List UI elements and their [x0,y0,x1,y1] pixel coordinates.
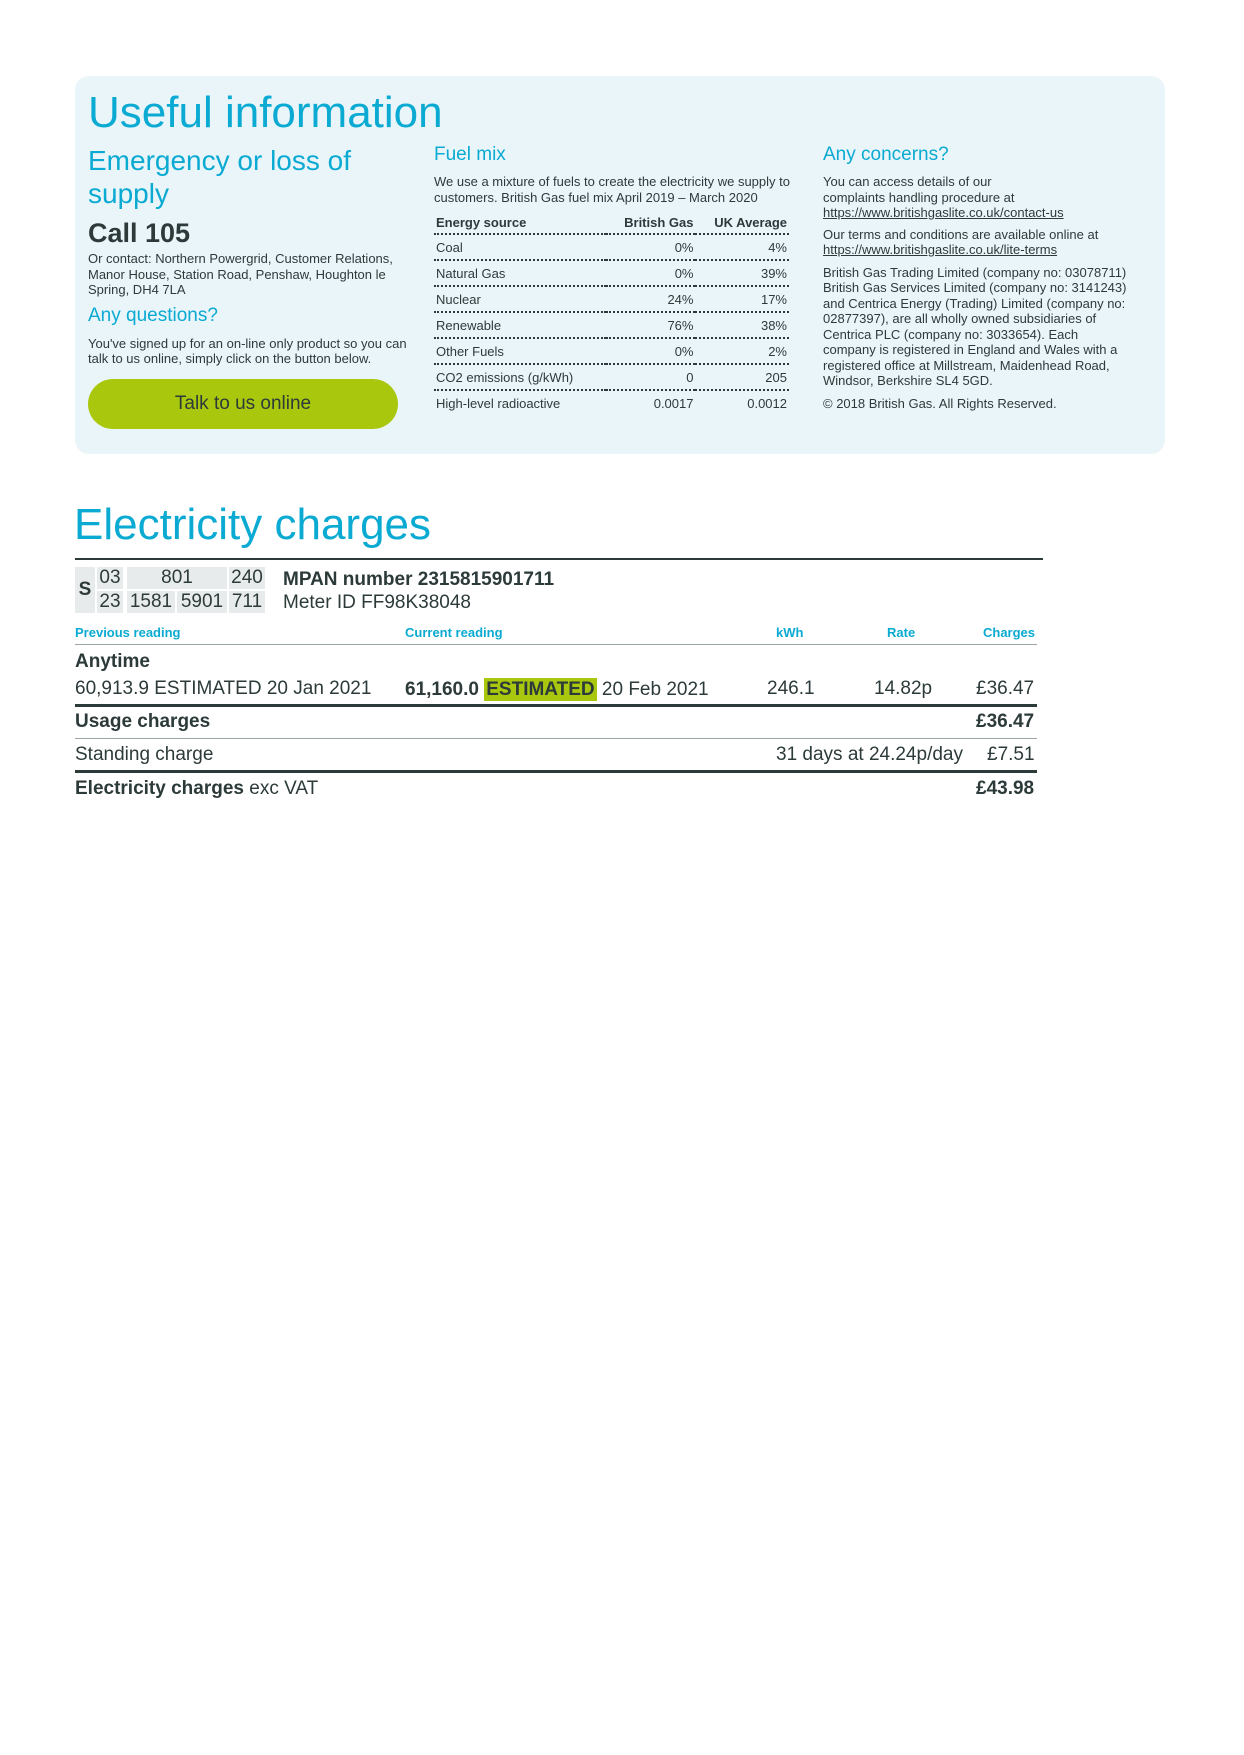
estimated-badge: ESTIMATED [486,679,595,700]
fuel-uk: 38% [695,312,789,338]
contact-us-link[interactable]: https://www.britishgaslite.co.uk/contact-us [823,205,1064,220]
fuel-bg: 0% [606,260,695,286]
fuel-source: Coal [434,234,606,260]
fuel-mix-column [434,144,792,415]
header-uk-average: UK Average [695,211,789,234]
fuel-uk: 17% [695,286,789,312]
fuel-mix-table [434,211,789,415]
usage-charges-label: Usage charges [75,711,211,732]
electricity-total: £43.98 [976,778,1035,799]
mpan-s-cell: S [75,567,95,613]
questions-text: You've signed up for an on-line only product so you can talk to us online, simply click on the button below. [88,335,407,366]
electricity-charges-title: Electricity charges [74,500,432,549]
table-row [434,312,789,338]
fuel-source: CO2 emissions (g/kWh) [434,364,606,390]
fuel-source: Renewable [434,312,606,338]
electricity-total-label [75,778,318,800]
previous-reading: 60,913.9 ESTIMATED 20 Jan 2021 [75,678,372,699]
fuel-uk: 4% [695,234,789,260]
mpan-info [283,568,554,614]
copyright: © 2018 British Gas. All Rights Reserved. [823,395,1057,411]
fuel-source: Natural Gas [434,260,606,286]
fuel-uk: 39% [695,260,789,286]
fuel-uk: 2% [695,338,789,364]
table-row [434,286,789,312]
reading-charge: £36.47 [976,678,1035,699]
table-row [434,234,789,260]
fuel-bg: 0% [606,338,695,364]
fuel-mix-heading: Fuel mix [434,144,506,165]
fuel-bg: 0.0017 [653,396,694,411]
current-reading [405,676,709,703]
total-rule [75,770,1037,773]
fuel-mix-intro: We use a mixture of fuels to create the electricity we supply to customers. British Gas fuel mix April 2019 – March 2020 [434,174,790,205]
usage-rule [75,704,1037,707]
current-reading-value: 61,160.0 [405,679,479,700]
complaints-text: You can access details of our complaints handling procedure at [823,174,1015,205]
emergency-column [88,144,408,429]
mpan-cell: 711 [229,591,265,613]
col-previous-reading: Previous reading [75,625,181,640]
mpan-cell: 03 [97,567,123,589]
useful-information-title: Useful information [88,88,443,137]
fuel-uk: 205 [695,364,789,390]
standing-charge-detail: 31 days at 24.24p/day [776,744,963,765]
standing-charge-label: Standing charge [75,744,214,765]
section-divider [75,558,1043,560]
mpan-cell: 23 [97,591,123,613]
concerns-column [823,144,1143,411]
fuel-uk: 0.0012 [747,396,787,411]
current-reading-date: 20 Feb 2021 [601,679,709,700]
anytime-label: Anytime [75,651,150,672]
mpan-cell: 801 [127,567,227,589]
fuel-source: Nuclear [434,286,606,312]
emergency-contact: Or contact: Northern Powergrid, Customer Relations, Manor House, Station Road, Penshaw, Houghton le Spring, DH4 7LA [88,251,393,297]
fuel-table-header [434,211,789,234]
reading-rate: 14.82p [874,678,933,699]
legal-text: British Gas Trading Limited (company no: 03078711) British Gas Services Limited (company no: 3141243) and Centrica Energy (Trading) Limited (company no: 02877397), are all wholly owned subsidiaries of Centrica PLC (company no: 3033654). Each company is registered in England and Wales with a registered office at Millstream, Maidenhead Road, Windsor, Berkshire SL4 5GD. [823,264,1127,388]
emergency-heading: Emergency or loss of supply [88,145,351,209]
mpan-cell: 5901 [177,591,227,613]
mpan-cell: 240 [229,567,265,589]
fuel-source: Other Fuels [434,338,606,364]
table-row [434,338,789,364]
call-number: Call 105 [88,218,191,248]
header-rule [75,644,1037,645]
table-row [434,390,789,415]
questions-heading: Any questions? [88,304,218,326]
usage-bottom-rule [75,738,1037,739]
concerns-heading: Any concerns? [823,144,949,165]
total-label-bold: Electricity charges [75,778,244,799]
mpan-cell: 1581 [127,591,175,613]
header-british-gas: British Gas [606,211,695,234]
mpan-number: MPAN number 2315815901711 [283,569,555,590]
meter-id: Meter ID FF98K38048 [283,592,471,613]
useful-information-panel [75,76,1165,454]
fuel-bg: 24% [606,286,695,312]
usage-charges-total: £36.47 [976,711,1035,732]
col-rate: Rate [887,625,916,640]
terms-text: Our terms and conditions are available online at [823,226,1099,242]
header-energy-source: Energy source [434,211,606,234]
talk-online-button[interactable]: Talk to us online [88,379,398,429]
table-row [434,364,789,390]
col-current-reading: Current reading [405,625,503,640]
fuel-bg: 76% [606,312,695,338]
total-label-rest: exc VAT [243,778,319,799]
table-row [434,260,789,286]
col-charges: Charges [983,625,1036,640]
terms-link[interactable]: https://www.britishgaslite.co.uk/lite-terms [823,242,1058,257]
fuel-bg: 0 [606,364,695,390]
reading-kwh: 246.1 [767,678,815,699]
col-kwh: kWh [776,625,804,640]
standing-charge-value: £7.51 [987,744,1035,765]
fuel-source: High-level radioactive [436,396,561,411]
fuel-bg: 0% [606,234,695,260]
